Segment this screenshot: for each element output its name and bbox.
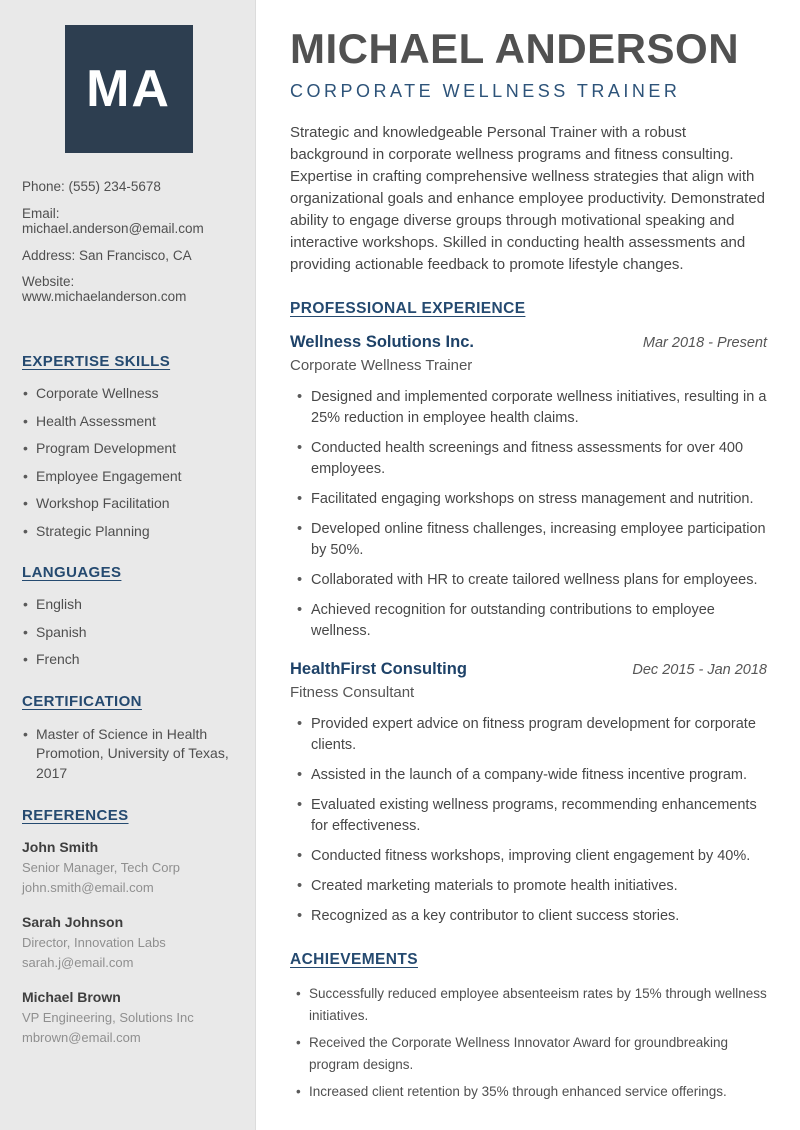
experience-heading: PROFESSIONAL EXPERIENCE [290,300,526,318]
reference-role: VP Engineering, Solutions Inc [22,1009,194,1025]
candidate-name: MICHAEL ANDERSON [290,25,740,72]
job-header [290,333,767,352]
job-company: Wellness Solutions Inc. [290,333,474,352]
job-entry-healthfirst [290,660,767,927]
job-bullet: • Evaluated existing wellness programs, recommending enhancements for effectiveness. [290,795,767,837]
expertise-skills-list [22,385,235,540]
reference-role: Senior Manager, Tech Corp [22,860,181,876]
professional-summary: Strategic and knowledgeable Personal Trainer with a robust background in corporate wellness programs and fitness consulting. Expertise in crafting comprehensive wellness strategies that align with organizational goals and enhance employee productivity. Demonstrated ability to engage diverse groups through motivational speaking and interactive workshops. Skilled in conducting health assessments and providing actionable feedback to promote lifestyle changes. [290,124,766,274]
section-languages [22,564,235,669]
job-bullet: • Conducted fitness workshops, improving client engagement by 40%. [290,846,767,867]
contact-address: Address: San Francisco, CA [22,247,192,263]
achievements-heading: ACHIEVEMENTS [290,951,418,969]
main-content [256,0,800,1130]
job-bullet: • Recognized as a key contributor to client success stories. [290,906,767,927]
candidate-job-title: CORPORATE WELLNESS TRAINER [290,81,681,102]
contact-email: Email: michael.anderson@email.com [22,205,204,236]
language-item: • French [22,651,235,669]
job-bullet: • Conducted health screenings and fitness assessments for over 400 employees. [290,438,767,480]
job-header [290,660,767,679]
reference-entry [22,839,235,897]
sidebar [0,0,256,1130]
achievement-item: • Successfully reduced employee absenteeism rates by 15% through wellness initiatives. [290,983,767,1027]
skill-item: • Strategic Planning [22,523,235,541]
reference-entry [22,914,235,972]
skill-item: • Program Development [22,440,235,458]
reference-email: sarah.j@email.com [22,955,134,971]
contact-website: Website: www.michaelanderson.com [22,274,187,305]
job-entry-wellness-solutions [290,333,767,642]
certification-list [22,725,235,784]
contact-phone: Phone: (555) 234-5678 [22,179,161,194]
certification-item: • Master of Science in Health Promotion, University of Texas, 2017 [22,725,235,784]
achievements-list [290,983,767,1103]
job-bullet: • Designed and implemented corporate wellness initiatives, resulting in a 25% reduction in employee health claims. [290,387,767,429]
job-bullet: • Collaborated with HR to create tailored wellness plans for employees. [290,570,767,591]
job-dates: Mar 2018 - Present [642,335,767,352]
certification-heading: CERTIFICATION [22,692,142,710]
job-bullet-list [290,387,767,642]
job-bullet: • Achieved recognition for outstanding contributions to employee wellness. [290,600,767,642]
reference-email: john.smith@email.com [22,880,154,896]
job-bullet: • Developed online fitness challenges, increasing employee participation by 50%. [290,519,767,561]
language-item: • English [22,596,235,614]
job-bullet: • Provided expert advice on fitness program development for corporate clients. [290,714,767,756]
monogram-initials: MA [86,60,171,118]
section-references [22,807,235,1046]
achievement-item: • Received the Corporate Wellness Innovator Award for groundbreaking program designs. [290,1032,767,1076]
job-bullet: • Assisted in the launch of a company-wide fitness incentive program. [290,765,767,786]
skill-item: • Employee Engagement [22,468,235,486]
contact-block [22,180,235,305]
job-dates: Dec 2015 - Jan 2018 [632,662,767,679]
skill-item: • Workshop Facilitation [22,495,235,513]
job-company: HealthFirst Consulting [290,660,467,679]
section-expertise-skills [22,353,235,540]
achievement-item: • Increased client retention by 35% through enhanced service offerings. [290,1081,767,1103]
skill-item: • Health Assessment [22,413,235,431]
job-role: Fitness Consultant [290,684,415,702]
job-bullet: • Facilitated engaging workshops on stress management and nutrition. [290,489,767,510]
reference-entry [22,989,235,1047]
references-heading: REFERENCES [22,807,129,825]
reference-name: John Smith [22,839,99,856]
skill-item: • Corporate Wellness [22,385,235,403]
monogram-badge [65,25,193,153]
job-bullet-list [290,714,767,927]
reference-name: Sarah Johnson [22,914,124,931]
expertise-skills-heading: EXPERTISE SKILLS [22,353,171,371]
job-bullet: • Created marketing materials to promote health initiatives. [290,876,767,897]
language-item: • Spanish [22,624,235,642]
reference-email: mbrown@email.com [22,1029,141,1045]
job-role: Corporate Wellness Trainer [290,357,473,375]
languages-list [22,596,235,669]
reference-name: Michael Brown [22,988,121,1005]
reference-role: Director, Innovation Labs [22,935,166,951]
section-certification [22,693,235,784]
languages-heading: LANGUAGES [22,564,122,582]
